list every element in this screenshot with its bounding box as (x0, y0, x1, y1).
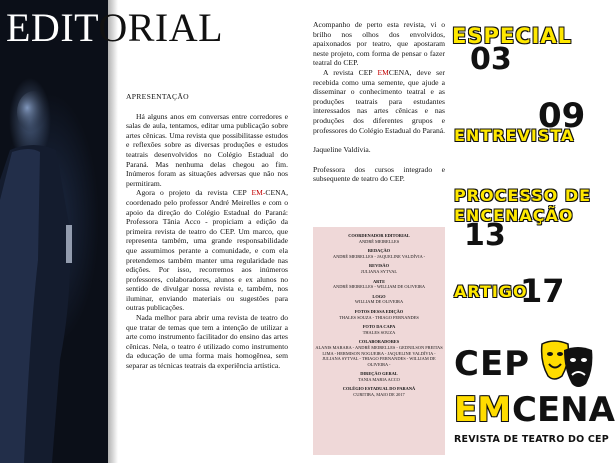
credit-block (313, 263, 445, 274)
c2p2-start: A revista CEP (323, 67, 378, 77)
logo-cena: CENA (512, 390, 615, 430)
logo-tagline: REVISTA DE TEATRO DO CEP (454, 434, 609, 445)
toc-processo-page[interactable]: 13 (464, 218, 506, 253)
credit-value: ANDRÉ MEIRELLES (358, 238, 400, 244)
signature-role: Professora dos cursos integrado e subsequente de teatro do CEP. (313, 164, 445, 184)
p2-rest: CENA, coordenado pelo professor André Meirelles e com o apoio da direção do Colégio Estadual do Paraná: Professora Tânia Acco - propiciam a edição da primeira revista de teatro do CEP. Um marco, que representa também, uma grande responsabilidade que assumimos perante a comunidade, e com ela pretendemos também manter uma regularidade nas edições. Por isso, recorremos aos inúmeros professores, colaboradores, alunos e ex alunos no sentido de divulgar nossa revista e, também, nos iluminar, enviando materiais ou sugestões para outras publicações. (126, 188, 288, 313)
credit-label: REDAÇÃO (367, 248, 391, 254)
col2-paragraph-2 (313, 68, 445, 135)
credit-block (313, 324, 445, 335)
credit-value: TANIA MARIA ACCO (358, 376, 400, 382)
credit-block (313, 279, 445, 290)
credit-label: COLÉGIO ESTADUAL DO PARANÁ (342, 386, 416, 392)
credit-value: THALES SOUZA - THIAGO FERNANDES (339, 314, 419, 320)
credits-box (313, 227, 445, 455)
credit-value: ANDRÉ MEIRELLES - JAQUELINE VALDÍVIA - (332, 253, 426, 259)
credit-block (313, 386, 445, 397)
credit-label: LOGO (372, 293, 386, 299)
cep-emcena-logo (452, 336, 615, 460)
credit-value: WILLIAM DE OLIVEIRA (354, 299, 404, 305)
editorial-column-1 (126, 92, 288, 371)
toc-processo-label-line2[interactable]: ENCENAÇÃO (454, 206, 574, 225)
photo-edge-fade (108, 0, 118, 463)
col2-paragraph-1: Acompanho de perto esta revista, vi o brilho nos olhos dos envolvidos, apaixonados por teatro, que apostaram neste projeto, com forma de pensar o fazer teatral do CEP. (313, 20, 445, 68)
c2p2-em: EM (377, 67, 389, 77)
c2p2-rest: CENA, deve ser recebida como uma semente, que ajude a disseminar o conhecimento teatral e as produções teatrais para estudantes interessados nas artes cênicas e nas produções dos diferentes grupos e professores do Colégio Estadual do Paraná. (313, 67, 446, 135)
toc-entrevista-page[interactable]: 09 (538, 96, 586, 136)
credit-label: FOTOS DESSA EDIÇÃO (354, 308, 404, 314)
editorial-heading: APRESENTAÇÃO (126, 92, 189, 101)
editorial-paragraph-2 (126, 188, 288, 313)
editorial-paragraph-1: Há alguns anos em conversas entre corredores e salas de aula, tentamos, editar uma publicação sobre artes cênicas. Uma revista que possibilitasse estudos e reflexões sobre as diversas produções e estudos teatrais desenvolvidos no Colégio Estadual do Paraná. Mas nenhuma delas chegou ao fim. Inúmeros foram as situações adversas que não nos permitiram. (126, 111, 288, 188)
editorial-column-2 (313, 20, 445, 184)
credit-value: ALANIS MARARA - ANDRÉ MEIRELLES - GEDNILSON FREITAS LIMA - HERMISON NOGUEIRA - JAQUELINE VALDÍVIA - JULIANA SYTVAL - THIAGO FERNANDES - WILLIAM DE OLIVEIRA - (315, 344, 443, 367)
credit-block (313, 248, 445, 259)
credit-value: JULIANA SYTVAL (360, 268, 398, 274)
credit-block (313, 233, 445, 244)
toc-especial-label[interactable]: ESPECIAL (452, 24, 573, 48)
toc-artigo-label[interactable]: ARTIGO (454, 282, 528, 301)
actor-photo (0, 0, 108, 463)
page-title-part2: ORIAL (98, 5, 224, 50)
logo-cep: CEP (454, 344, 531, 384)
toc-artigo-page[interactable]: 17 (520, 272, 565, 310)
credit-label: DIREÇÃO GERAL (360, 371, 398, 377)
credit-label: ARTE (372, 278, 386, 284)
credit-label: REVISÃO (368, 263, 389, 269)
toc-processo-label-line1[interactable]: PROCESSO DE (454, 186, 592, 205)
signature-name: Jaqueline Valdívia. (313, 145, 371, 155)
toc-entrevista-label[interactable]: ENTREVISTA (454, 126, 575, 145)
credit-block (313, 339, 445, 367)
credit-block (313, 294, 445, 305)
credit-block (313, 371, 445, 382)
p2-em: EM- (251, 188, 266, 198)
toc-especial-page[interactable]: 03 (470, 42, 512, 77)
credit-label: COORDENADOR EDITORIAL (348, 233, 410, 238)
editorial-paragraph-3: Nada melhor para abrir uma revista de teatro do que tratar de temas que tem a intenção de utilizar a arte como instrumento facilitador do ensino das artes cênicas. Nela, o teatro é utilizado como instrumento da educação de uma forma mais homogênea, sem separar as técnicas teatrais da experiência artística. (126, 313, 288, 371)
page-title-part1: EDIT (6, 5, 99, 50)
credit-label: FOTO DA CAPA (362, 324, 396, 330)
credit-value: THALES SOUZA (362, 329, 396, 335)
credit-value: CURITIBA, MAIO DE 2017 (353, 392, 405, 398)
credit-value: ANDRÉ MEIRELLES - WILLIAM DE OLIVEIRA (332, 284, 426, 290)
actor-silhouette (0, 0, 108, 463)
logo-em: EM (454, 390, 512, 430)
credit-block (313, 309, 445, 320)
p2-start: Agora o projeto da revista CEP (136, 188, 252, 198)
page-title (6, 6, 223, 50)
credit-label: COLABORADORES (358, 339, 400, 345)
